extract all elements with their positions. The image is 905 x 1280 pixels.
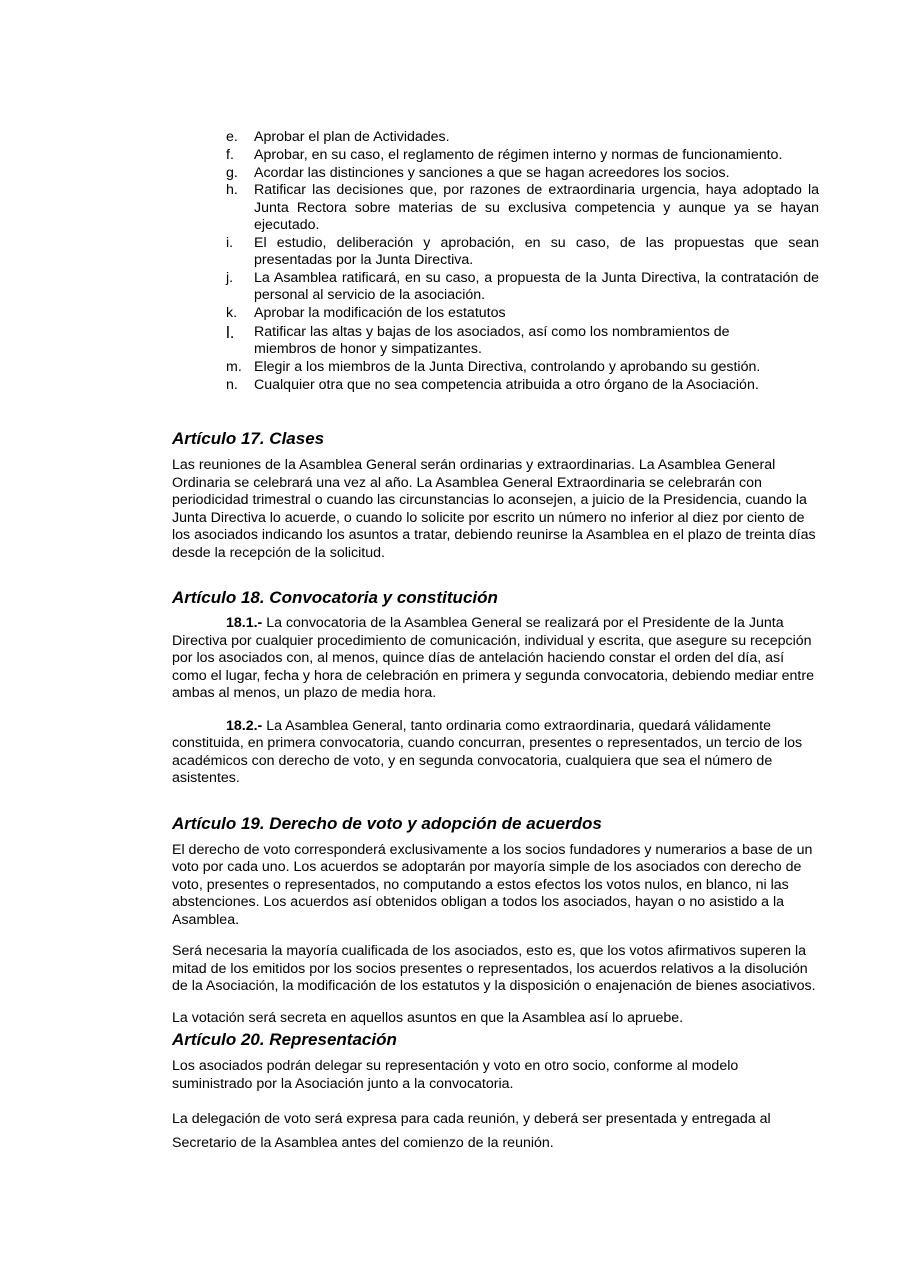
article-19-paragraph-3: La votación será secreta en aquellos asuntos en que la Asamblea así lo apruebe. xyxy=(172,1009,684,1026)
article-17-heading: Artículo 17. Clases xyxy=(172,429,325,448)
list-item xyxy=(226,377,819,394)
list-item xyxy=(226,165,819,182)
list-marker: h. xyxy=(226,182,238,199)
list-marker: n. xyxy=(226,376,238,393)
list-item xyxy=(226,235,819,269)
paragraph-text: La convocatoria de la Asamblea General se realizará por el Presidente de la Junta Directiva por cualquier procedimiento de comunicación, individual y escrita, que asegure su recepción por los asociados con, al menos, quince días de antelación haciendo constar el orden del día, así como el lugar, fecha y hora de celebración en primera y segunda convocatoria, debiendo mediar entre ambas al menos, un plazo de media hora. xyxy=(172,615,814,701)
list-item xyxy=(226,324,819,358)
article-20-paragraph-1: Los asociados podrán delegar su representación y voto en otro socio, conforme al modelo suministrado por la Asociación junto a la convocatoria. xyxy=(172,1058,739,1092)
list-item-text: Aprobar el plan de Actividades. xyxy=(254,129,450,145)
list-item-text: El estudio, deliberación y aprobación, en su caso, de las propuestas que sean presentadas por la Junta Directiva. xyxy=(254,234,819,268)
article-19-paragraph-2: Será necesaria la mayoría cualificada de los asociados, esto es, que los votos afirmativos superen la mitad de los emitidos por los socios presentes o representados, los acuerdos relativos a la disolución de la Asociación, la modificación de los estatutos y la disposición o enajenación de bienes asociativos. xyxy=(172,943,816,994)
list-marker: j. xyxy=(226,269,234,286)
list-item xyxy=(226,270,819,304)
list-item-text: Acordar las distinciones y sanciones a que se hagan acreedores los socios. xyxy=(254,164,730,181)
article-19-heading: Artículo 19. Derecho de voto y adopción de acuerdos xyxy=(172,813,602,833)
article-18-paragraph-1 xyxy=(172,615,820,703)
list-marker: e. xyxy=(226,129,238,145)
list-marker: m. xyxy=(226,358,242,375)
paragraph-number: 18.2.- xyxy=(226,717,263,734)
list-item-text: La Asamblea ratificará, en su caso, a propuesta de la Junta Directiva, la contratación de personal al servicio de la asociación. xyxy=(254,269,819,303)
list-marker: f. xyxy=(226,146,234,163)
list-item xyxy=(226,359,819,376)
list-item-text: Aprobar, en su caso, el reglamento de régimen interno y normas de funcionamiento. xyxy=(254,146,783,163)
article-20-paragraph-2: La delegación de voto será expresa para cada reunión, y deberá ser presentada y entregada al Secretario de la Asamblea antes del comienzo de la reunión. xyxy=(172,1111,771,1151)
list-marker: i. xyxy=(226,234,234,251)
list-marker: l. xyxy=(226,322,235,342)
article-19-paragraph-1: El derecho de voto corresponderá exclusivamente a los socios fundadores y numerarios a base de un voto por cada uno. Los acuerdos se adoptarán por mayoría simple de los asociados con derecho de voto, presentes o representados, no computando a estos efectos los votos nulos, en blanco, ni las abstenciones. Los acuerdos así obtenidos obligan a todos los asociados, hayan o no asistido a la Asamblea. xyxy=(172,841,813,928)
list-item-text: Ratificar las altas y bajas de los asociados, así como los nombramientos de miembros de honor y simpatizantes. xyxy=(254,323,730,357)
document-body xyxy=(172,428,820,1155)
article-18-paragraph-2 xyxy=(172,718,820,788)
article-18-heading: Artículo 18. Convocatoria y constitución xyxy=(172,588,498,607)
list-item-text: Elegir a los miembros de la Junta Directiva, controlando y aprobando su gestión. xyxy=(254,358,761,375)
list-item xyxy=(226,305,819,322)
list-item-text: Cualquier otra que no sea competencia atribuida a otro órgano de la Asociación. xyxy=(254,376,759,393)
list-marker: g. xyxy=(226,164,238,181)
list-item xyxy=(226,129,819,146)
list-item xyxy=(226,147,819,164)
list-marker: k. xyxy=(226,304,238,321)
competencias-list xyxy=(226,129,819,394)
article-17-paragraph: Las reuniones de la Asamblea General serán ordinarias y extraordinarias. La Asamblea General Ordinaria se celebrará una vez al año. La Asamblea General Extraordinaria se celebrarán con periodicidad trimestral o cuando las circunstancias lo aconsejen, a juicio de la Presidencia, cuando la Junta Directiva lo acuerde, o cuando lo solicite por escrito un número no inferior al diez por ciento de los asociados indicando los asuntos a tratar, debiendo reunirse la Asamblea en el plazo de treinta días desde la recepción de la solicitud. xyxy=(172,457,816,561)
list-item-text: Ratificar las decisiones que, por razones de extraordinaria urgencia, haya adoptado la Junta Rectora sobre materias de su exclusiva competencia y aunque ya se hayan ejecutado. xyxy=(254,182,819,233)
list-item-text: Aprobar la modificación de los estatutos xyxy=(254,304,506,321)
list-item xyxy=(226,182,819,234)
paragraph-text: La Asamblea General, tanto ordinaria como extraordinaria, quedará válidamente constituida, en primera convocatoria, cuando concurran, presentes o representados, un tercio de los académicos con derecho de voto, y en segunda convocatoria, cualquiera que sea el número de asistentes. xyxy=(172,717,803,786)
paragraph-number: 18.1.- xyxy=(226,615,263,631)
article-20-heading: Artículo 20. Representación xyxy=(172,1030,397,1049)
